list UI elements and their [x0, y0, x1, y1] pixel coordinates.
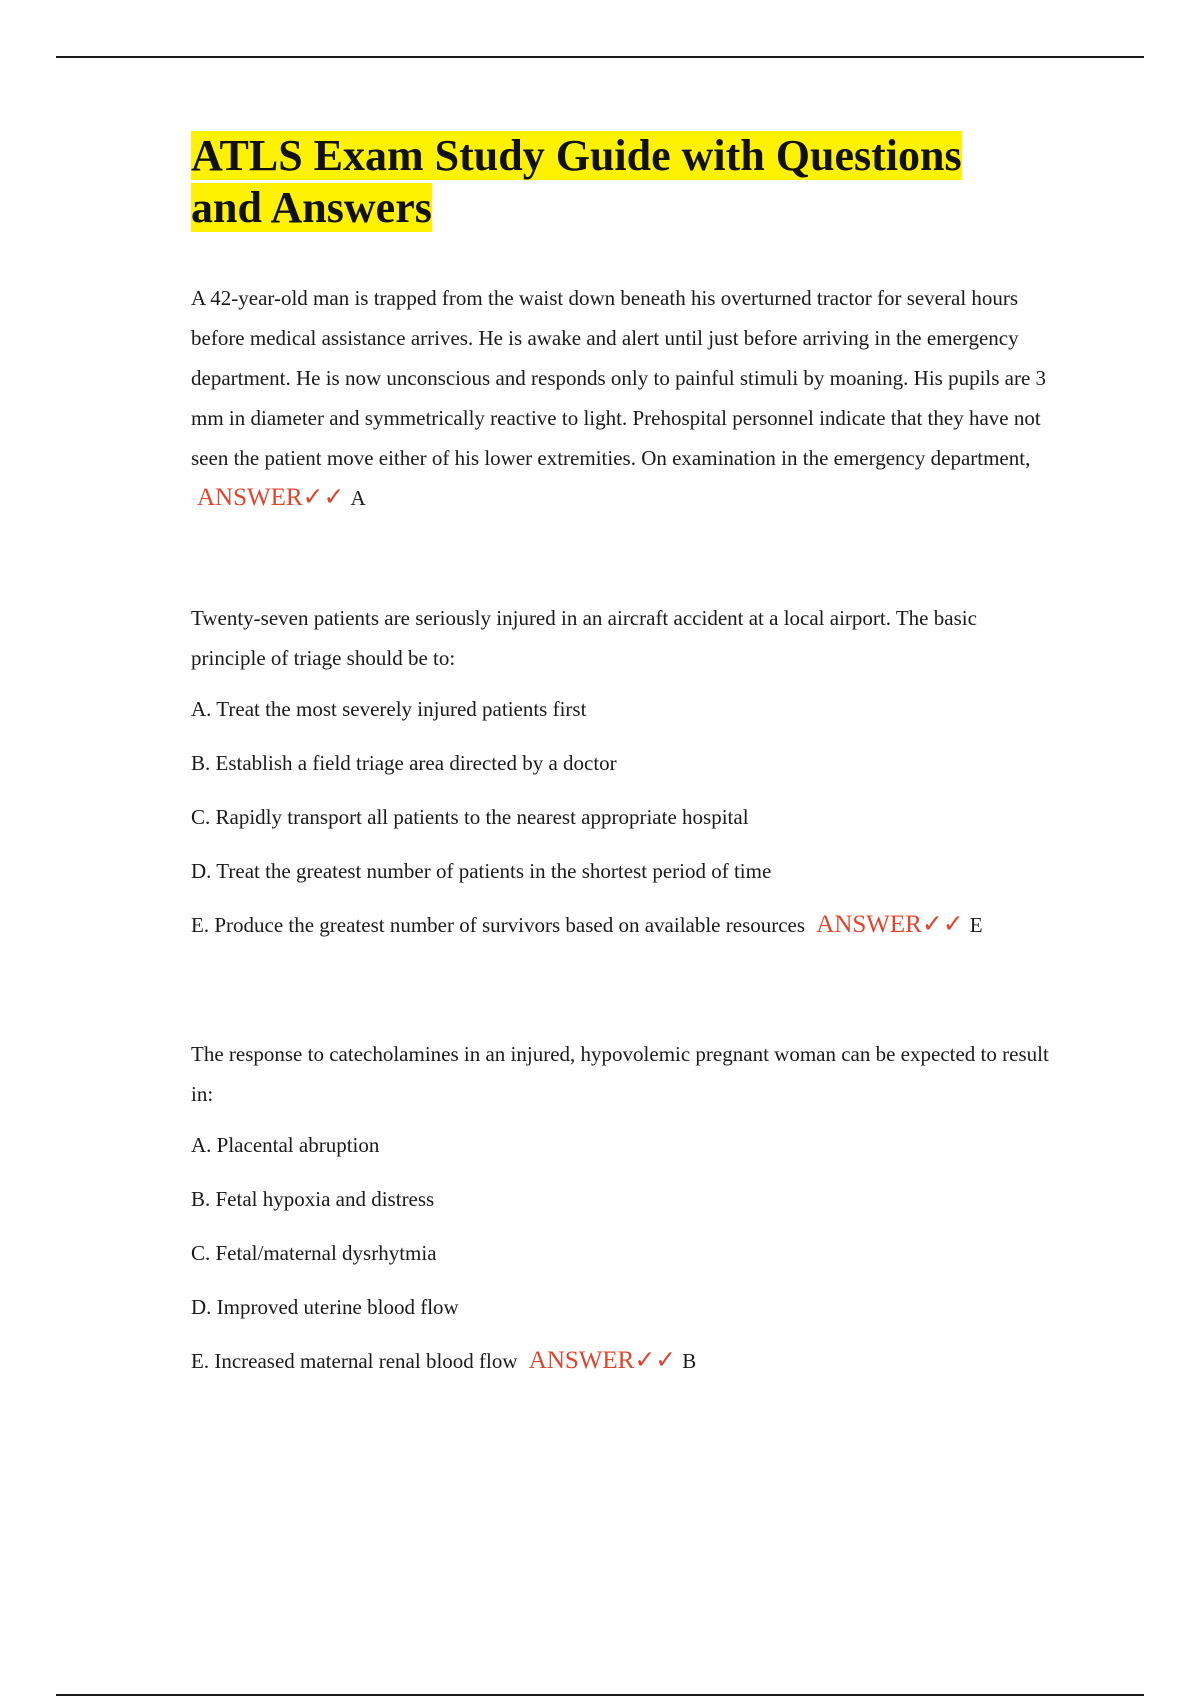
answer-marker: ANSWER✓✓	[528, 1347, 677, 1374]
option-e-text: E. Increased maternal renal blood flow	[191, 1349, 518, 1373]
question-stem-text: A 42-year-old man is trapped from the waist down beneath his overturned tractor for several hours before medical assistance arrives. He is awake and alert until just before arriving in the emergency department. He is now unconscious and responds only to painful stimuli by moaning. His pupils are 3 mm in diameter and symmetrically reactive to light. Prehospital personnel indicate that they have not seen the patient move either of his lower extremities. On examination in the emergency department,	[191, 286, 1047, 470]
answer-marker: ANSWER✓✓	[816, 911, 964, 938]
question-stem: Twenty-seven patients are seriously injured in an aircraft accident at a local airport. The basic principle of triage should be to:	[191, 606, 977, 670]
top-rule	[56, 56, 1144, 58]
answer-letter: B	[682, 1349, 697, 1373]
document-body	[191, 130, 1051, 1388]
answer-options	[191, 1118, 1051, 1388]
title-line-1: ATLS Exam Study Guide with Questions	[191, 131, 962, 180]
option-e	[191, 898, 1051, 952]
option-d: D. Improved uterine blood flow	[191, 1295, 459, 1319]
option-e	[191, 1334, 1051, 1388]
option-a: A. Treat the most severely injured patients first	[191, 697, 587, 721]
option-e-text: E. Produce the greatest number of survivors based on available resources	[191, 913, 806, 937]
answer-letter: A	[350, 486, 366, 510]
option-c: C. Rapidly transport all patients to the nearest appropriate hospital	[191, 805, 749, 829]
document-title	[191, 130, 1051, 234]
question-stem	[191, 278, 1051, 518]
question-1	[191, 278, 1051, 518]
option-a: A. Placental abruption	[191, 1133, 380, 1157]
option-b: B. Fetal hypoxia and distress	[191, 1187, 435, 1211]
answer-marker: ANSWER✓✓	[197, 484, 345, 511]
option-d: D. Treat the greatest number of patients in the shortest period of time	[191, 859, 772, 883]
title-line-2: and Answers	[191, 183, 432, 232]
answer-options	[191, 682, 1051, 952]
question-3	[191, 1034, 1051, 1388]
answer-letter: E	[969, 913, 983, 937]
bottom-rule	[56, 1694, 1144, 1696]
option-b: B. Establish a field triage area directed by a doctor	[191, 751, 617, 775]
question-2	[191, 598, 1051, 952]
option-c: C. Fetal/maternal dysrhytmia	[191, 1241, 437, 1265]
question-stem: The response to catecholamines in an injured, hypovolemic pregnant woman can be expected to result in:	[191, 1042, 1049, 1106]
